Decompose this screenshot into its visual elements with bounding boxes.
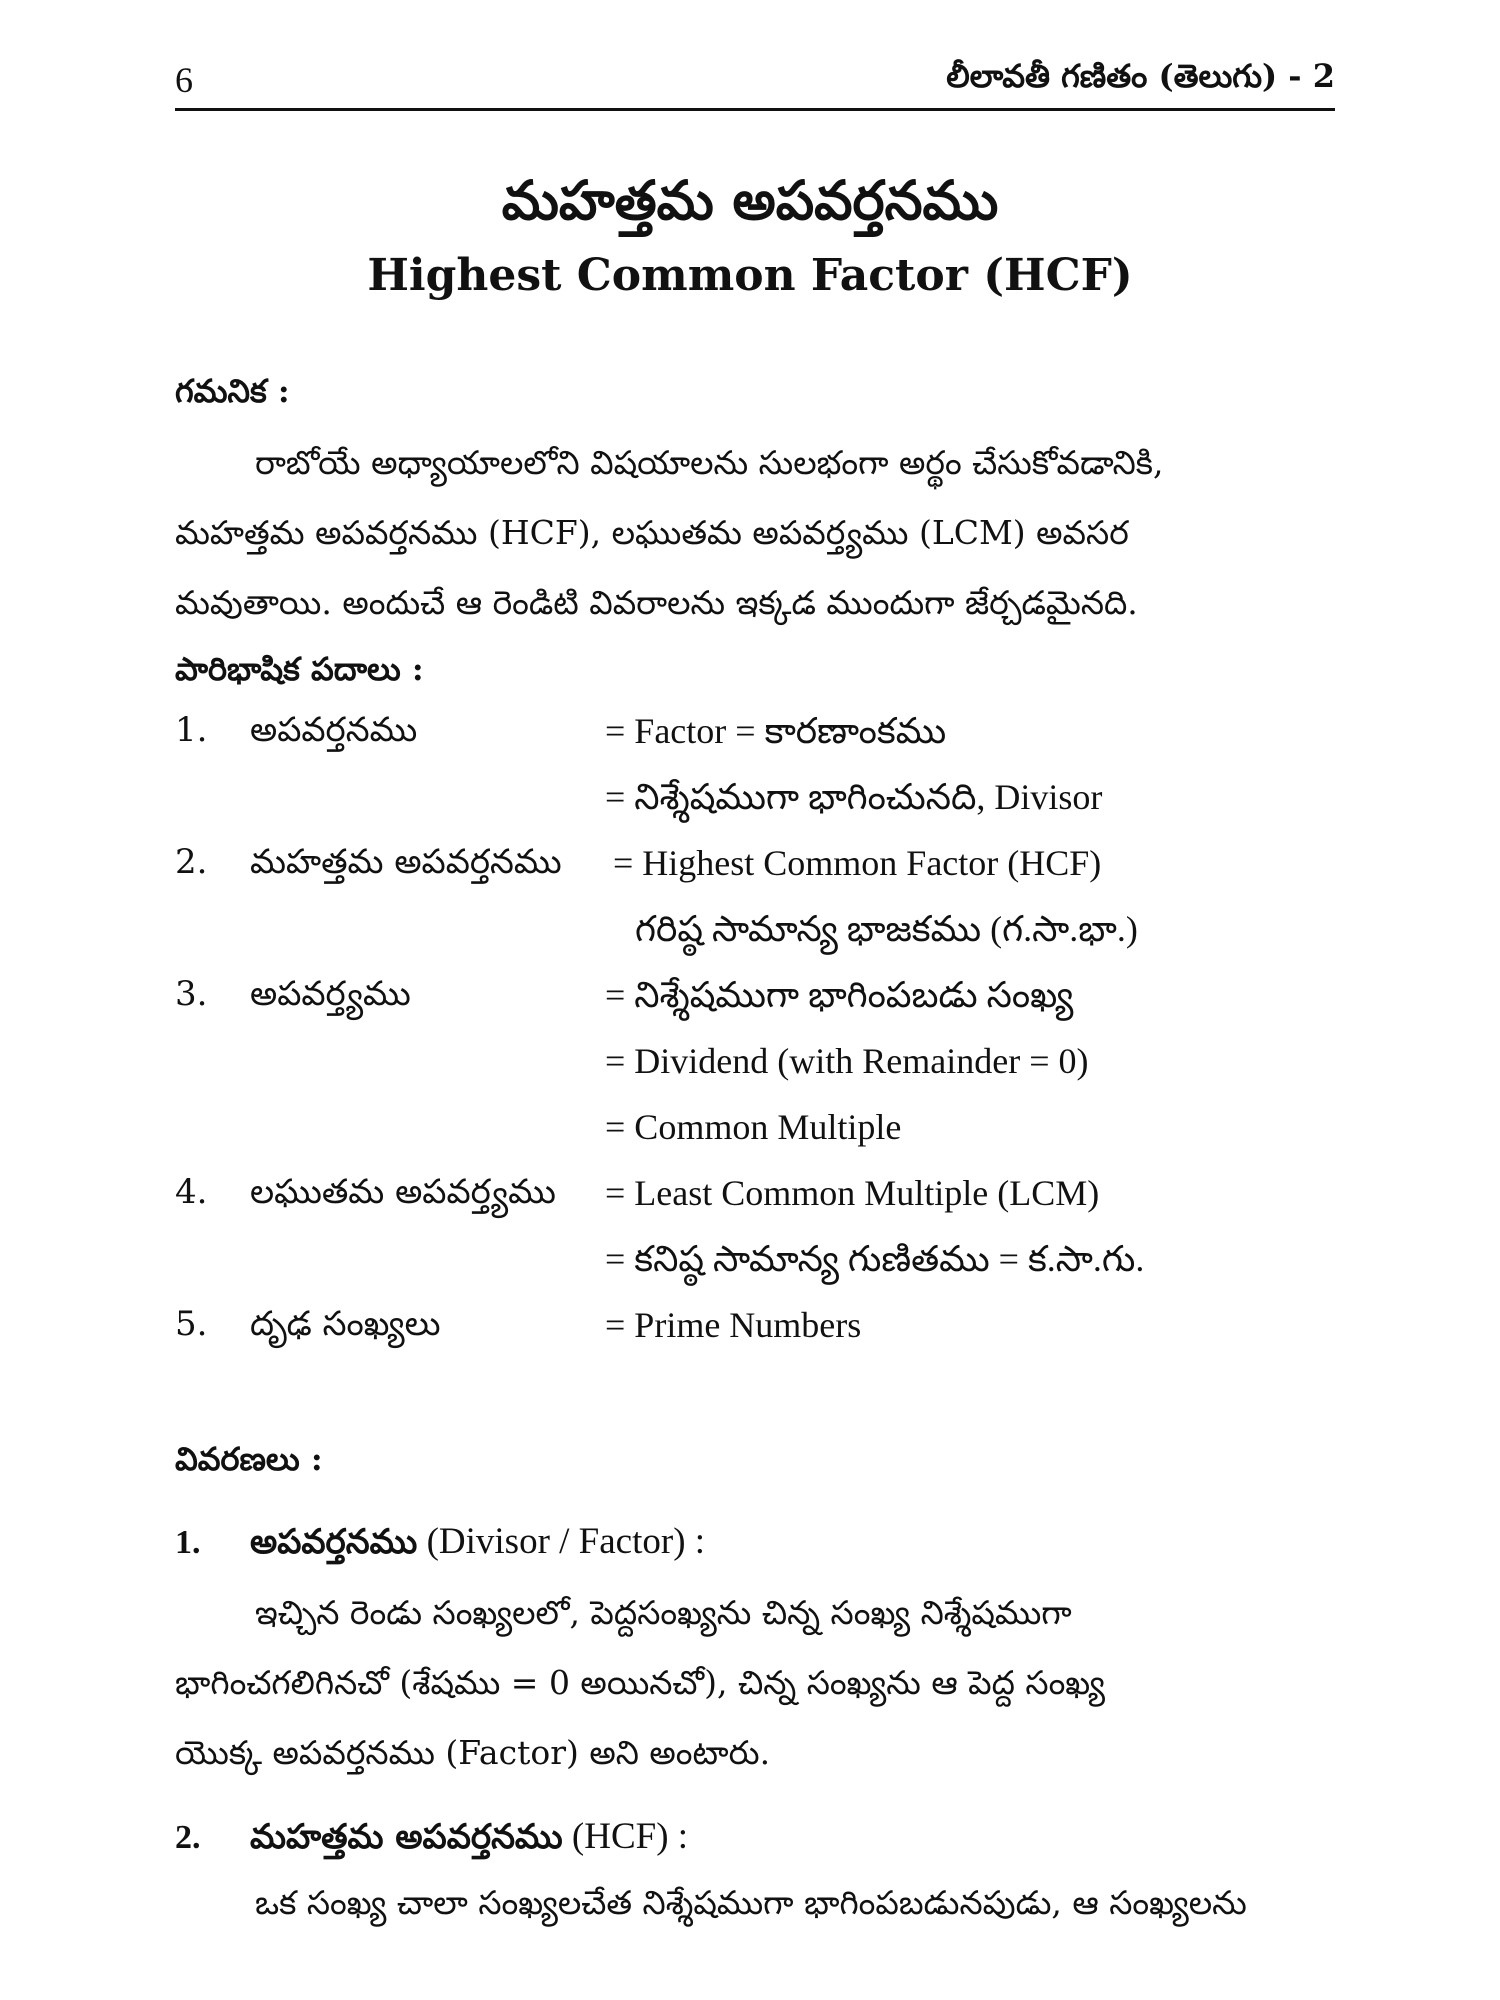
section-title-english: (Divisor / Factor) : bbox=[417, 1521, 706, 1562]
term-row bbox=[175, 1040, 1335, 1100]
term-definition: = కనిష్ఠ సామాన్య గుణితము = క.సా.గు. bbox=[605, 1239, 1145, 1279]
term-definition: = Prime Numbers bbox=[605, 1305, 862, 1345]
term-definition: = Common Multiple bbox=[605, 1107, 902, 1147]
term-row bbox=[175, 908, 1335, 968]
term-row bbox=[175, 974, 1335, 1034]
term-definition: = నిశ్శేషముగా భాగించునది, Divisor bbox=[605, 777, 1103, 817]
term-number: 5. bbox=[175, 1304, 208, 1344]
paragraph-line: ఇచ్చిన రెండు సంఖ్యలలో, పెద్దసంఖ్యను చిన్న సంఖ్య నిశ్శేషముగా bbox=[255, 1593, 1072, 1632]
explanations-label: వివరణలు : bbox=[175, 1440, 323, 1478]
header-rule bbox=[175, 108, 1335, 111]
section-title-telugu: మహత్తమ అపవర్తనము bbox=[250, 1817, 563, 1857]
term-row bbox=[175, 776, 1335, 836]
paragraph-line: ఒక సంఖ్య చాలా సంఖ్యలచేత నిశ్శేషముగా భాగింపబడునపుడు, ఆ సంఖ్యలను bbox=[255, 1883, 1247, 1922]
term-name: మహత్తమ అపవర్తనము bbox=[250, 842, 562, 882]
page-number: 6 bbox=[175, 60, 193, 100]
term-name: దృఢ సంఖ్యలు bbox=[250, 1304, 441, 1344]
term-definition: = Factor = కారణాంకము bbox=[605, 711, 947, 751]
paragraph-line: భాగించగలిగినచో (శేషము = 0 అయినచో), చిన్న సంఖ్యను ఆ పెద్ద సంఖ్య bbox=[175, 1663, 1105, 1702]
section-title-english: (HCF) : bbox=[562, 1816, 689, 1857]
term-name: అపవర్త్యము bbox=[250, 974, 411, 1014]
term-number: 2. bbox=[175, 842, 208, 882]
section-heading-hcf bbox=[175, 1815, 1335, 1865]
chapter-title-english: Highest Common Factor (HCF) bbox=[367, 250, 1133, 301]
term-row bbox=[175, 1106, 1335, 1166]
note-label: గమనిక : bbox=[175, 372, 290, 410]
section-heading-divisor bbox=[175, 1520, 1335, 1570]
term-name: లఘుతమ అపవర్త్యము bbox=[250, 1172, 556, 1212]
term-definition: = Dividend (with Remainder = 0) bbox=[605, 1041, 1089, 1081]
term-row bbox=[175, 710, 1335, 770]
term-definition: గరిష్ఠ సామాన్య భాజకము (గ.సా.భా.) bbox=[635, 909, 1138, 949]
note-line: మహత్తమ అపవర్తనము (HCF), లఘుతమ అపవర్త్యము (LCM) అవసర bbox=[175, 513, 1129, 552]
paragraph-line: యొక్క అపవర్తనము (Factor) అని అంటారు. bbox=[175, 1733, 771, 1772]
term-row bbox=[175, 1304, 1335, 1364]
section2-paragraph bbox=[175, 1868, 1335, 1938]
term-row bbox=[175, 842, 1335, 902]
term-number: 3. bbox=[175, 974, 208, 1014]
term-name: అపవర్తనము bbox=[250, 710, 418, 750]
term-definition: = నిశ్శేషముగా భాగింపబడు సంఖ్య bbox=[605, 975, 1074, 1015]
note-paragraph bbox=[175, 428, 1335, 638]
terms-label: పారిభాషిక పదాలు : bbox=[175, 650, 424, 688]
section-number: 1. bbox=[175, 1524, 201, 1561]
chapter-title-telugu: మహత్తమ అపవర్తనము bbox=[501, 168, 999, 232]
term-number: 4. bbox=[175, 1172, 208, 1212]
book-title: లీలావతీ గణితం (తెలుగు) - 2 bbox=[946, 57, 1335, 95]
term-row bbox=[175, 1238, 1335, 1298]
term-definition: = Highest Common Factor (HCF) bbox=[613, 843, 1102, 883]
term-definition: = Least Common Multiple (LCM) bbox=[605, 1173, 1100, 1213]
note-line: రాబోయే అధ్యాయాలలోని విషయాలను సులభంగా అర్థం చేసుకోవడానికి, bbox=[255, 443, 1164, 482]
section-number: 2. bbox=[175, 1819, 201, 1856]
note-line: మవుతాయి. అందుచే ఆ రెండిటి వివరాలను ఇక్కడ ముందుగా జేర్చడమైనది. bbox=[175, 583, 1138, 622]
section-title-telugu: అపవర్తనము bbox=[250, 1522, 418, 1562]
section1-paragraph bbox=[175, 1578, 1335, 1788]
term-row bbox=[175, 1172, 1335, 1232]
running-header bbox=[175, 56, 1335, 104]
term-number: 1. bbox=[175, 710, 208, 750]
